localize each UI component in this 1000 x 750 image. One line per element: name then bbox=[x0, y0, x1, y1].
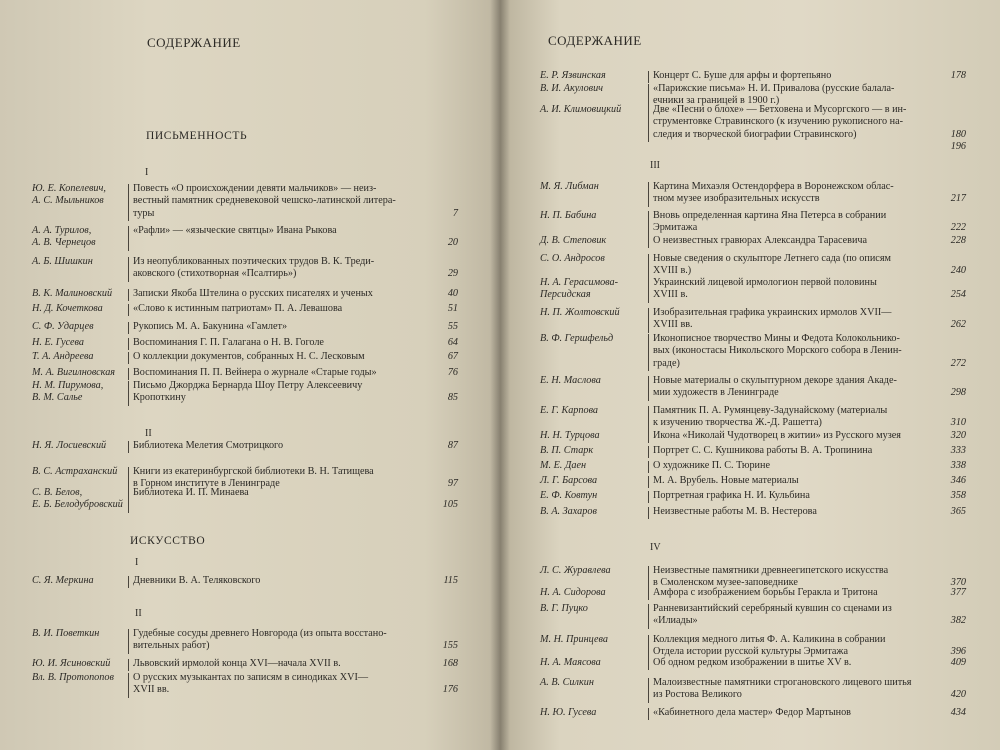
entry-rule bbox=[128, 629, 129, 654]
entry-title: Неизвестные работы М. В. Нестерова bbox=[653, 506, 817, 517]
section-heading-art: ИСКУССТВО bbox=[130, 535, 206, 547]
entry-rule bbox=[128, 488, 129, 513]
toc-entry bbox=[0, 303, 500, 317]
entry-page-number: 409 bbox=[950, 657, 966, 668]
toc-entry bbox=[500, 210, 1000, 237]
entry-rule bbox=[128, 304, 129, 316]
entry-title: Малоизвестные памятники строгановского лицевого шитья из Ростова Великого bbox=[653, 677, 912, 701]
entry-title: Иконописное творчество Мины и Федота Колокольнико- вых (иконостасы Никольского Морского собора в Ленин- граде) bbox=[653, 333, 902, 369]
entry-rule bbox=[648, 507, 649, 519]
entry-page-number: 97 bbox=[447, 478, 458, 490]
entry-author: С. Я. Меркина bbox=[32, 575, 94, 586]
toc-entry bbox=[0, 440, 500, 454]
entry-page-number: 333 bbox=[950, 445, 966, 456]
entry-page-number: 358 bbox=[950, 490, 966, 501]
entry-author: Е. Ф. Ковтун bbox=[540, 490, 598, 501]
entry-rule bbox=[648, 708, 649, 720]
toc-entry bbox=[500, 445, 1000, 459]
entry-author: А. Б. Шишкин bbox=[32, 256, 93, 267]
entry-title: Воспоминания П. П. Вейнера о журнале «Старые годы» bbox=[133, 367, 377, 378]
entry-title: «Кабинетного дела мастер» Федор Мартынов bbox=[653, 707, 851, 718]
toc-entry bbox=[500, 506, 1000, 520]
toc-entry bbox=[500, 253, 1000, 280]
toc-entry bbox=[500, 277, 1000, 304]
toc-entry bbox=[500, 475, 1000, 489]
entry-author: Н. А. Сидорова bbox=[540, 587, 606, 598]
entry-page-number: 262 bbox=[950, 319, 966, 331]
entry-author: Н. П. Жолтовский bbox=[540, 307, 620, 318]
toc-entry bbox=[0, 183, 500, 222]
toc-entry bbox=[0, 575, 500, 589]
entry-rule bbox=[128, 226, 129, 251]
entry-title: Дневники В. А. Теляковского bbox=[133, 575, 261, 586]
entry-rule bbox=[128, 338, 129, 350]
toc-entry bbox=[500, 104, 1000, 143]
toc-entry bbox=[500, 181, 1000, 208]
entry-title: Вновь определенная картина Яна Петерса в собрании Эрмитажа bbox=[653, 210, 887, 234]
entry-title: «Слово к истинным патриотам» П. А. Левашова bbox=[133, 303, 343, 314]
entry-page-number: 217 bbox=[950, 193, 966, 205]
entry-author: Ю. Е. Копелевич, А. С. Мыльников bbox=[32, 183, 106, 207]
entry-author: В. Ф. Гершфельд bbox=[540, 333, 614, 344]
entry-author: Вл. В. Протопопов bbox=[32, 672, 114, 683]
toc-entry bbox=[500, 333, 1000, 372]
right-page bbox=[500, 0, 1000, 750]
entry-page-number: 196 bbox=[950, 141, 966, 152]
entry-page-number: 420 bbox=[950, 689, 966, 701]
entry-rule bbox=[648, 461, 649, 473]
entry-author: Н. Н. Турцова bbox=[540, 430, 600, 441]
entry-author: Е. Н. Маслова bbox=[540, 375, 601, 386]
toc-entry bbox=[0, 380, 500, 407]
entry-author: А. А. Турилов, А. В. Чернецов bbox=[32, 225, 96, 249]
entry-author: В. И. Поветкин bbox=[32, 628, 100, 639]
entry-page-number: 254 bbox=[950, 289, 966, 301]
entry-page-number: 298 bbox=[950, 387, 966, 399]
entry-title: Рукопись М. А. Бакунина «Гамлет» bbox=[133, 321, 288, 332]
entry-rule bbox=[648, 71, 649, 83]
entry-author: Ю. И. Ясиновский bbox=[32, 658, 111, 669]
entry-title: Две «Песни о блохе» — Бетховена и Мусоргского — в ин- струментовке Стравинского (к изучению рукописного на- следия и творческой биографии Стравинского) bbox=[653, 104, 907, 140]
entry-author: Е. Р. Язвинская bbox=[540, 70, 606, 81]
entry-title: М. А. Врубель. Новые материалы bbox=[653, 475, 799, 486]
entry-page-number: 85 bbox=[447, 392, 458, 404]
entry-rule bbox=[128, 441, 129, 453]
entry-title: Новые материалы о скульптурном декоре здания Акаде- мии художеств в Ленинграде bbox=[653, 375, 897, 399]
entry-author: С. Ф. Ударцев bbox=[32, 321, 94, 332]
entry-title: О русских музыкантах по записям в синодиках XVI— XVII вв. bbox=[133, 672, 369, 696]
entry-author: Н. П. Бабина bbox=[540, 210, 597, 221]
entry-page-number: 365 bbox=[950, 506, 966, 517]
entry-page-number: 396 bbox=[950, 646, 966, 658]
entry-author: В. К. Малиновский bbox=[32, 288, 113, 299]
entry-page-number: 338 bbox=[950, 460, 966, 471]
entry-rule bbox=[128, 289, 129, 301]
entry-title: Книги из екатеринбургской библиотеки В. Н. Татищева в Горном институте в Ленинграде bbox=[133, 466, 374, 490]
part-numeral: II bbox=[145, 428, 152, 439]
entry-author: В. И. Акулович bbox=[540, 83, 604, 94]
entry-rule bbox=[648, 658, 649, 670]
entry-title: Концерт С. Буше для арфы и фортепьяно bbox=[653, 70, 832, 81]
entry-page-number: 228 bbox=[950, 235, 966, 246]
entry-author: С. В. Белов, Е. Б. Белодубровский bbox=[32, 487, 123, 511]
entry-author: Н. М. Пирумова, В. М. Салье bbox=[32, 380, 104, 404]
entry-author: М. А. Вигилновская bbox=[32, 367, 116, 378]
entry-rule bbox=[648, 678, 649, 703]
entry-title: Коллекция медного литья Ф. А. Каликина в собрании Отдела истории русской культуры Эрмитажа bbox=[653, 634, 886, 658]
entry-title: Из неопубликованных поэтических трудов В. К. Треди- аковского (стихотворная «Псалтирь») bbox=[133, 256, 375, 280]
entry-rule bbox=[128, 381, 129, 406]
toc-entry bbox=[500, 490, 1000, 504]
entry-author: Н. Я. Лосиевский bbox=[32, 440, 107, 451]
entry-author: В. А. Захаров bbox=[540, 506, 597, 517]
toc-entry bbox=[0, 628, 500, 655]
entry-page-number: 29 bbox=[447, 268, 458, 280]
entry-page-number: 178 bbox=[950, 70, 966, 81]
part-numeral: I bbox=[145, 167, 149, 178]
entry-author: Н. Ю. Гусева bbox=[540, 707, 597, 718]
entry-title: Портретная графика Н. И. Кульбина bbox=[653, 490, 810, 501]
entry-rule bbox=[128, 659, 129, 671]
entry-title: О коллекции документов, собранных Н. С. Лесковым bbox=[133, 351, 365, 362]
entry-page-number: 40 bbox=[447, 288, 458, 299]
entry-author: М. Н. Принцева bbox=[540, 634, 608, 645]
entry-page-number: 272 bbox=[950, 357, 966, 369]
entry-rule bbox=[648, 211, 649, 236]
toc-entry bbox=[500, 235, 1000, 249]
entry-title: Львовский ирмолой конца XVI—начала XVII в. bbox=[133, 658, 341, 669]
page-header: СОДЕРЖАНИЕ bbox=[147, 35, 241, 50]
entry-rule bbox=[128, 673, 129, 698]
entry-author: Д. В. Степовик bbox=[540, 235, 607, 246]
entry-title: Изобразительная графика украинских ирмолов XVII— XVIII вв. bbox=[653, 307, 892, 331]
entry-page-number: 382 bbox=[950, 615, 966, 627]
entry-page-number: 176 bbox=[442, 684, 458, 696]
entry-title: Ранневизантийский серебряный кувшин со сценами из «Илиады» bbox=[653, 603, 892, 627]
entry-author: Н. Е. Гусева bbox=[32, 337, 85, 348]
entry-rule bbox=[648, 254, 649, 279]
entry-author: Л. С. Журавлева bbox=[540, 565, 611, 576]
entry-rule bbox=[648, 105, 649, 142]
entry-title: Библиотека И. П. Минаева bbox=[133, 487, 249, 498]
entry-page-number: 64 bbox=[447, 337, 458, 348]
entry-rule bbox=[648, 588, 649, 600]
toc-entry bbox=[500, 430, 1000, 444]
toc-entry bbox=[500, 460, 1000, 474]
entry-page-number: 76 bbox=[447, 367, 458, 378]
entry-page-number: 370 bbox=[950, 577, 966, 589]
entry-author: А. И. Климовицкий bbox=[540, 104, 622, 115]
toc-entry bbox=[0, 658, 500, 672]
part-numeral: I bbox=[135, 557, 139, 568]
entry-title: Гудебные сосуды древнего Новгорода (из опыта восстано- вительных работ) bbox=[133, 628, 387, 652]
entry-page-number: 320 bbox=[950, 430, 966, 441]
toc-entry bbox=[0, 487, 500, 514]
entry-rule bbox=[648, 376, 649, 401]
entry-rule bbox=[648, 604, 649, 629]
entry-author: С. О. Андросов bbox=[540, 253, 605, 264]
entry-rule bbox=[648, 431, 649, 443]
toc-entry bbox=[500, 677, 1000, 704]
toc-entry bbox=[500, 307, 1000, 334]
entry-title: Неизвестные памятники древнеегипетского искусства в Смоленском музее-заповеднике bbox=[653, 565, 889, 589]
toc-entry bbox=[500, 603, 1000, 630]
entry-title: Повесть «О происхождении девяти мальчиков» — неиз- вестный памятник средневековой чешско-латинской литера- туры bbox=[133, 183, 396, 219]
toc-entry bbox=[0, 351, 500, 365]
entry-rule bbox=[128, 257, 129, 282]
entry-page-number: 346 bbox=[950, 475, 966, 486]
toc-entry bbox=[500, 375, 1000, 402]
entry-rule bbox=[648, 406, 649, 431]
entry-title: Новые сведения о скульпторе Летнего сада (по описям XVIII в.) bbox=[653, 253, 891, 277]
entry-rule bbox=[128, 368, 129, 380]
toc-entry bbox=[0, 256, 500, 283]
entry-rule bbox=[648, 182, 649, 207]
toc-entry bbox=[500, 141, 1000, 155]
entry-page-number: 87 bbox=[447, 440, 458, 451]
entry-page-number: 310 bbox=[950, 417, 966, 429]
entry-title: Украинский лицевой ирмологион первой половины XVIII в. bbox=[653, 277, 877, 301]
entry-page-number: 7 bbox=[452, 207, 458, 219]
entry-rule bbox=[648, 278, 649, 303]
entry-title: Памятник П. А. Румянцеву-Задунайскому (материалы к изучению творчества Ж.-Д. Рашетта) bbox=[653, 405, 888, 429]
entry-rule bbox=[128, 352, 129, 364]
part-numeral: II bbox=[135, 608, 142, 619]
entry-author: В. П. Старк bbox=[540, 445, 594, 456]
entry-title: Портрет С. С. Кушникова работы В. А. Тропинина bbox=[653, 445, 873, 456]
page-header: СОДЕРЖАНИЕ bbox=[548, 33, 642, 48]
entry-page-number: 115 bbox=[443, 575, 458, 586]
entry-title: «Парижские письма» Н. И. Привалова (русские балала- ечники за границей в 1900 г.) bbox=[653, 83, 895, 107]
entry-author: Е. Г. Карпова bbox=[540, 405, 599, 416]
entry-title: Об одном редком изображении в шитье XV в. bbox=[653, 657, 852, 668]
entry-rule bbox=[648, 236, 649, 248]
entry-title: О неизвестных гравюрах Александра Тарасевича bbox=[653, 235, 868, 246]
entry-rule bbox=[648, 476, 649, 488]
entry-author: Т. А. Андреева bbox=[32, 351, 94, 362]
entry-title: Воспоминания Г. П. Галагана о Н. В. Гоголе bbox=[133, 337, 324, 348]
entry-author: В. С. Астраханский bbox=[32, 466, 118, 477]
entry-title: Библиотека Мелетия Смотрицкого bbox=[133, 440, 284, 451]
toc-entry bbox=[0, 288, 500, 302]
entry-page-number: 222 bbox=[950, 222, 966, 234]
book-spine bbox=[490, 0, 510, 750]
entry-title: О художнике П. С. Тюрине bbox=[653, 460, 770, 471]
entry-page-number: 55 bbox=[447, 321, 458, 332]
entry-page-number: 377 bbox=[950, 587, 966, 598]
entry-rule bbox=[648, 446, 649, 458]
entry-author: В. Г. Пуцко bbox=[540, 603, 588, 614]
toc-entry bbox=[500, 657, 1000, 671]
entry-author: А. В. Силкин bbox=[540, 677, 594, 688]
entry-page-number: 67 bbox=[447, 351, 458, 362]
entry-rule bbox=[648, 334, 649, 371]
entry-page-number: 168 bbox=[442, 658, 458, 669]
entry-rule bbox=[128, 322, 129, 334]
entry-author: Н. А. Герасимова- Персидская bbox=[540, 277, 619, 301]
entry-title: Икона «Николай Чудотворец в житии» из Русского музея bbox=[653, 430, 901, 441]
entry-page-number: 434 bbox=[950, 707, 966, 718]
entry-page-number: 155 bbox=[442, 640, 458, 652]
toc-entry bbox=[500, 587, 1000, 601]
entry-title: Записки Якоба Штелина о русских писателях и ученых bbox=[133, 288, 373, 299]
toc-entry bbox=[500, 707, 1000, 721]
part-numeral: III bbox=[650, 160, 660, 171]
entry-rule bbox=[648, 491, 649, 503]
entry-page-number: 51 bbox=[447, 303, 458, 314]
entry-page-number: 180 bbox=[950, 128, 966, 140]
toc-entry bbox=[0, 225, 500, 252]
entry-title: Картина Михаэля Остендорфера в Воронежском облас- тном музее изобразительных искусств bbox=[653, 181, 894, 205]
entry-author: М. Я. Либман bbox=[540, 181, 599, 192]
toc-entry bbox=[0, 672, 500, 699]
entry-author: Л. Г. Барсова bbox=[540, 475, 598, 486]
entry-title: Амфора с изображением борьбы Геракла и Тритона bbox=[653, 587, 878, 598]
entry-rule bbox=[128, 184, 129, 221]
entry-page-number: 20 bbox=[447, 237, 458, 249]
entry-page-number: 240 bbox=[950, 265, 966, 277]
section-heading-writing: ПИСЬМЕННОСТЬ bbox=[146, 130, 248, 142]
entry-author: Н. Д. Кочеткова bbox=[32, 303, 103, 314]
entry-title: Письмо Джорджа Бернарда Шоу Петру Алексеевичу Кропоткину bbox=[133, 380, 363, 404]
toc-entry bbox=[0, 321, 500, 335]
part-numeral: IV bbox=[650, 542, 661, 553]
entry-title: «Рафли» — «языческие святцы» Ивана Рыкова bbox=[133, 225, 337, 236]
toc-entry bbox=[0, 337, 500, 351]
entry-rule bbox=[128, 576, 129, 588]
entry-page-number: 105 bbox=[442, 499, 458, 511]
entry-rule bbox=[648, 308, 649, 333]
entry-author: М. Е. Даен bbox=[540, 460, 587, 471]
entry-author: Н. А. Маясова bbox=[540, 657, 601, 668]
toc-entry bbox=[500, 405, 1000, 432]
